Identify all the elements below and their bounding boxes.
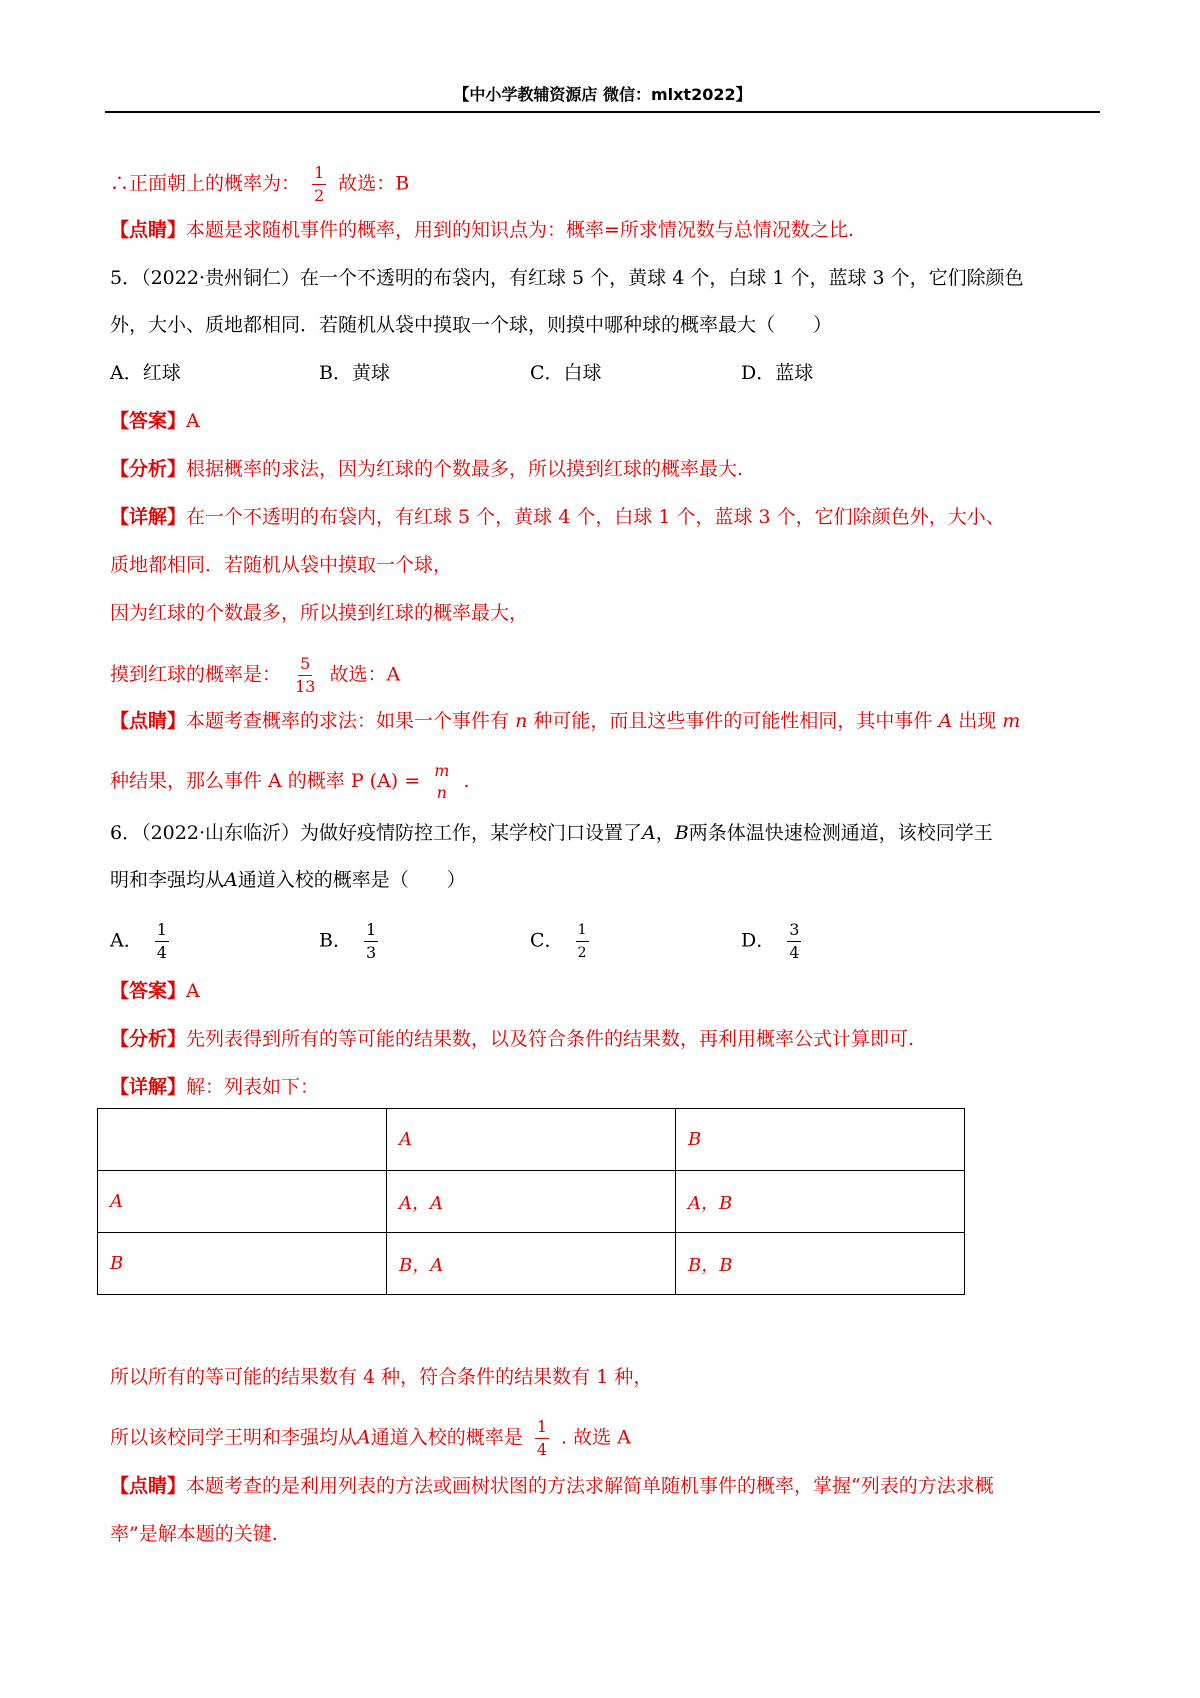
option-fraction	[787, 921, 801, 962]
q6-result-line1: 所以所有的等可能的结果数有 4 种，符合条件的结果数有 1 种，	[110, 1366, 653, 1388]
prev-frac-num: 1	[312, 164, 326, 185]
table-cell	[98, 1109, 387, 1171]
detail-text: 解：列表如下：	[186, 1076, 320, 1098]
q5-mn-fraction	[432, 762, 451, 802]
var-m: m	[1002, 710, 1021, 732]
q5-dianjing-line2	[110, 762, 469, 802]
frac-den: 4	[156, 943, 167, 962]
q5-frac-num: 5	[298, 655, 312, 676]
answer-value: A	[186, 980, 200, 1002]
q6-option-b	[319, 921, 384, 962]
outcome-table	[97, 1108, 965, 1295]
q6-stem-line1	[110, 821, 993, 845]
frac-m: m	[434, 761, 450, 780]
table-row	[98, 1233, 965, 1295]
frac-num: 3	[787, 921, 801, 942]
option-label: D．	[741, 929, 776, 952]
q5-detail-suffix: 故选：A	[329, 663, 401, 686]
q6-stem-d: 通道入校的概率是（ ）	[237, 869, 466, 891]
q5-option-d: D．蓝球	[741, 362, 814, 384]
prev-fraction	[312, 164, 326, 205]
q5-stem-line1: 5．（2022·贵州铜仁）在一个不透明的布袋内，有红球 5 个，黄球 4 个，白球 1 个，蓝球 3 个，它们除颜色	[110, 267, 1024, 289]
dianjing-line2-prefix: 种结果，那么事件 A 的概率 P (A) =	[110, 770, 421, 792]
option-fraction	[576, 921, 589, 962]
table-cell: B	[676, 1109, 965, 1171]
q5-option-c: C．白球	[530, 362, 602, 384]
frac-den: 2	[577, 945, 587, 961]
dianjing-text-b: 种可能，而且这些事件的可能性相同，其中事件	[533, 710, 933, 732]
q5-stem-line2: 外，大小、质地都相同．若随机从袋中摸取一个球，则摸中哪种球的概率最大（ ）	[110, 314, 833, 336]
q5-detail-line4	[110, 655, 400, 696]
table-cell: A，A	[387, 1171, 676, 1233]
q5-detail-prefix: 摸到红球的概率是：	[110, 663, 282, 686]
table-row	[98, 1171, 965, 1233]
q5-fraction	[293, 655, 317, 696]
dianjing-tag: 【点睛】	[110, 219, 187, 241]
result-text-b: 通道入校的概率是	[370, 1426, 523, 1449]
q6-option-a	[110, 921, 175, 962]
var-B: B	[674, 822, 689, 844]
option-fraction	[155, 921, 169, 962]
dianjing-tag: 【点睛】	[110, 1475, 187, 1497]
frac-num: 1	[155, 921, 169, 942]
detail-tag: 【详解】	[110, 1076, 187, 1098]
q5-dianjing-line1	[110, 709, 1020, 733]
result-text-c: . 故选 A	[561, 1426, 631, 1449]
frac-num: 1	[364, 921, 378, 942]
header-rule	[105, 111, 1100, 113]
q6-stem-b: 两条体温快速检测通道，该校同学王	[688, 822, 993, 844]
q6-option-c	[530, 921, 595, 962]
analysis-text: 先列表得到所有的等可能的结果数，以及符合条件的结果数，再利用概率公式计算即可.	[186, 1028, 915, 1050]
frac-num: 1	[535, 1418, 549, 1439]
table-cell: B	[98, 1233, 387, 1295]
detail-text: 在一个不透明的布袋内，有红球 5 个，黄球 4 个，白球 1 个，蓝球 3 个，它们除颜色外，大小、	[186, 506, 1005, 528]
q6-dianjing-line1	[110, 1474, 994, 1498]
frac-den: 3	[366, 943, 377, 962]
q6-dianjing-line2: 率”是解本题的关键.	[110, 1523, 278, 1545]
q6-sep: ，	[655, 822, 675, 844]
q6-analysis	[110, 1027, 914, 1051]
answer-value: A	[186, 410, 200, 432]
table-cell: A	[98, 1171, 387, 1233]
frac-n: n	[436, 783, 447, 802]
table-row	[98, 1109, 965, 1171]
table-cell: A	[387, 1109, 676, 1171]
frac-num: 1	[576, 921, 589, 942]
frac-den: 4	[536, 1440, 547, 1459]
prev-frac-den: 2	[314, 186, 325, 205]
dianjing-text: 本题考查的是利用列表的方法或画树状图的方法求解简单随机事件的概率，掌握“列表的方法求概	[186, 1475, 994, 1497]
dianjing-text-a: 本题考查概率的求法：如果一个事件有	[186, 710, 510, 732]
q5-frac-den: 13	[295, 677, 316, 696]
q5-option-a: A．红球	[110, 362, 181, 384]
page-header: 【中小学教辅资源店 微信：mlxt2022】	[453, 85, 752, 104]
prev-conclusion-prefix: ∴正面朝上的概率为：	[110, 172, 301, 195]
prev-dianjing	[110, 218, 854, 242]
answer-tag: 【答案】	[110, 980, 187, 1002]
analysis-text: 根据概率的求法，因为红球的个数最多，所以摸到红球的概率最大.	[186, 458, 744, 480]
detail-tag: 【详解】	[110, 506, 187, 528]
var-n: n	[515, 710, 528, 732]
var-A: A	[641, 822, 656, 844]
q6-stem-a: 6．（2022·山东临沂）为做好疫情防控工作，某学校门口设置了	[110, 822, 642, 844]
dianjing-text: 本题是求随机事件的概率，用到的知识点为：概率=所求情况数与总情况数之比.	[186, 219, 854, 241]
var-A: A	[357, 1426, 371, 1449]
q6-result-line2	[110, 1418, 631, 1459]
q6-stem-line2	[110, 868, 466, 892]
result-text-a: 所以该校同学王明和李强均从	[110, 1426, 358, 1449]
q5-detail-line3: 因为红球的个数最多，所以摸到红球的概率最大，	[110, 602, 529, 624]
option-fraction	[364, 921, 378, 962]
analysis-tag: 【分析】	[110, 1028, 187, 1050]
dianjing-tag: 【点睛】	[110, 710, 187, 732]
dianjing-line2-suffix: .	[463, 770, 470, 792]
q5-detail-line1	[110, 505, 1005, 529]
q5-detail-line2: 质地都相同．若随机从袋中摸取一个球，	[110, 554, 453, 576]
analysis-tag: 【分析】	[110, 458, 187, 480]
option-label: A．	[110, 929, 143, 952]
answer-tag: 【答案】	[110, 410, 187, 432]
q6-detail	[110, 1075, 319, 1099]
q6-answer	[110, 979, 200, 1003]
var-A: A	[224, 869, 238, 891]
q6-result-fraction	[535, 1418, 549, 1459]
table-cell: B，A	[387, 1233, 676, 1295]
table-cell: B，B	[676, 1233, 965, 1295]
prev-conclusion	[110, 164, 409, 205]
table-cell: A，B	[676, 1171, 965, 1233]
q6-stem-c: 明和李强均从	[110, 869, 225, 891]
option-label: B．	[319, 929, 352, 952]
var-A: A	[938, 710, 953, 732]
q5-analysis	[110, 457, 743, 481]
dianjing-text-c: 出现	[958, 710, 997, 732]
q5-answer	[110, 409, 200, 433]
option-label: C．	[530, 929, 564, 952]
frac-den: 4	[789, 943, 800, 962]
prev-conclusion-suffix: 故选：B	[338, 172, 410, 195]
q5-option-b: B．黄球	[319, 362, 390, 384]
q6-option-d	[741, 921, 807, 962]
